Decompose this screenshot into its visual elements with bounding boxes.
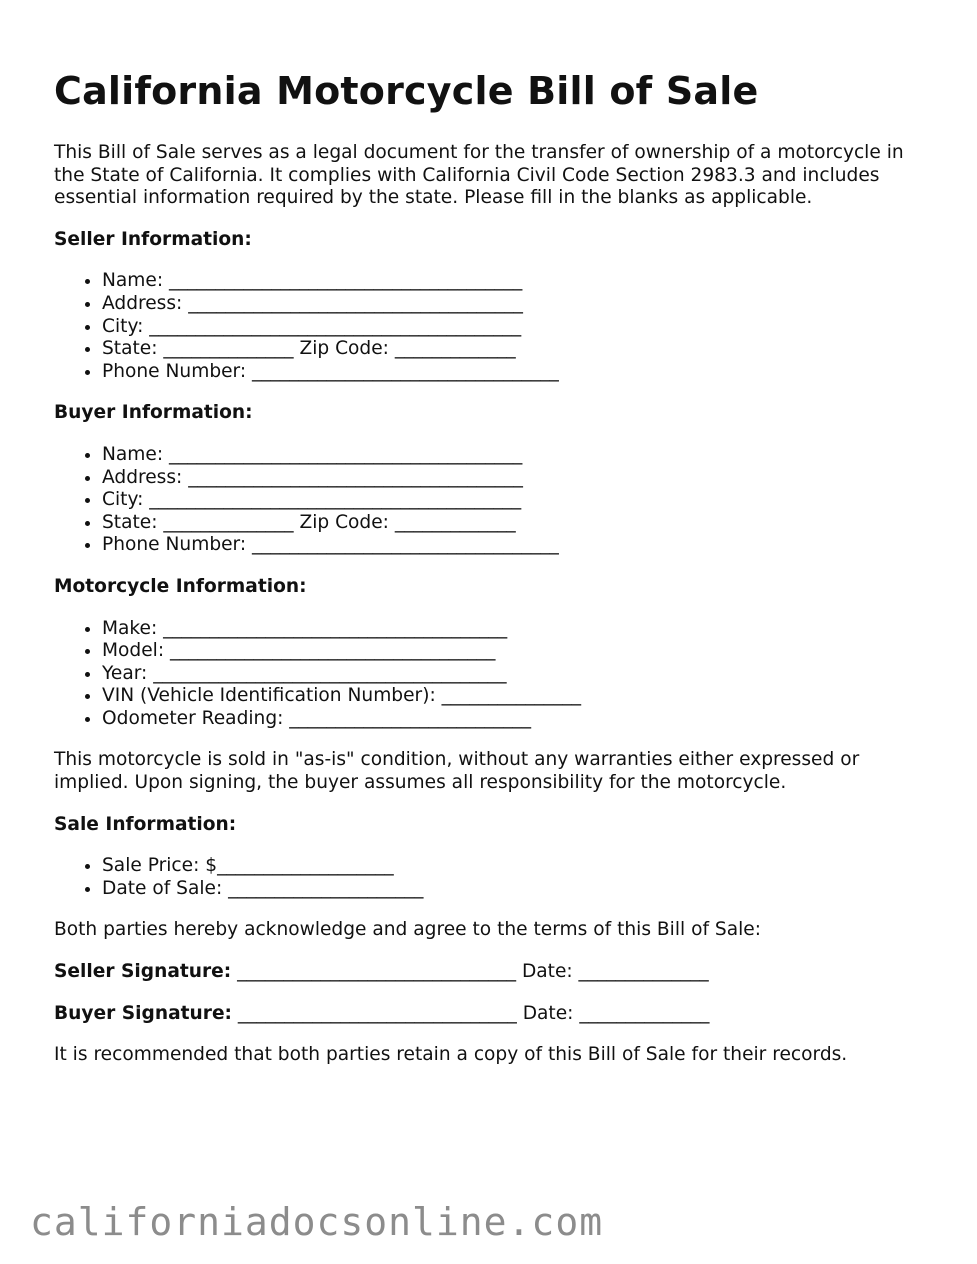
buyer-signature-label: Buyer Signature: (54, 1002, 232, 1024)
buyer-city-field[interactable]: • City: ________________________________________ (102, 489, 934, 512)
motorcycle-vin-field[interactable]: • VIN (Vehicle Identification Number): _______________ (102, 685, 934, 708)
buyer-phone-field[interactable]: • Phone Number: _________________________________ (102, 534, 934, 557)
sale-list (54, 855, 934, 900)
motorcycle-year-field[interactable]: • Year: ______________________________________ (102, 663, 934, 686)
buyer-signature-row (54, 1003, 934, 1026)
seller-state-zip-field[interactable]: • State: ______________ Zip Code: _____________ (102, 338, 934, 361)
seller-signature-row (54, 961, 934, 984)
buyer-list (54, 444, 934, 557)
watermark: californiadocsonline.com (30, 1200, 604, 1244)
as-is-paragraph: This motorcycle is sold in "as-is" condition, without any warranties either expressed or implied. Upon signing, the buyer assumes all responsibility for the motorcycle. (54, 749, 860, 794)
buyer-heading: Buyer Information: (54, 402, 253, 424)
seller-phone-field[interactable]: • Phone Number: _________________________________ (102, 361, 934, 384)
seller-heading: Seller Information: (54, 228, 252, 250)
intro-paragraph: This Bill of Sale serves as a legal document for the transfer of ownership of a motorcycle in the State of California. It complies with California Civil Code Section 2983.3 and includes essential information required by the state. Please fill in the blanks as applicable. (54, 142, 904, 209)
motorcycle-list (54, 618, 934, 731)
document (54, 62, 934, 1086)
buyer-state-zip-field[interactable]: • State: ______________ Zip Code: _____________ (102, 512, 934, 535)
motorcycle-heading: Motorcycle Information: (54, 575, 307, 597)
motorcycle-odometer-field[interactable]: • Odometer Reading: __________________________ (102, 708, 934, 731)
seller-signature-field[interactable]: ______________________________ Date: ______________ (231, 961, 709, 983)
motorcycle-make-field[interactable]: • Make: _____________________________________ (102, 618, 934, 641)
seller-list (54, 270, 934, 383)
seller-signature-label: Seller Signature: (54, 961, 232, 983)
acknowledge-paragraph: Both parties hereby acknowledge and agree to the terms of this Bill of Sale: (54, 919, 761, 941)
page-title: California Motorcycle Bill of Sale (54, 69, 759, 113)
sale-price-field[interactable]: • Sale Price: $___________________ (102, 855, 934, 878)
buyer-signature-field[interactable]: ______________________________ Date: ______________ (231, 1002, 710, 1024)
buyer-name-field[interactable]: • Name: ______________________________________ (102, 444, 934, 467)
motorcycle-model-field[interactable]: • Model: ___________________________________ (102, 640, 934, 663)
buyer-address-field[interactable]: • Address: ____________________________________ (102, 467, 934, 490)
seller-city-field[interactable]: • City: ________________________________________ (102, 316, 934, 339)
seller-name-field[interactable]: • Name: ______________________________________ (102, 270, 934, 293)
closing-paragraph: It is recommended that both parties retain a copy of this Bill of Sale for their records. (54, 1044, 848, 1066)
sale-date-field[interactable]: • Date of Sale: _____________________ (102, 878, 934, 901)
seller-address-field[interactable]: • Address: ____________________________________ (102, 293, 934, 316)
sale-heading: Sale Information: (54, 813, 237, 835)
